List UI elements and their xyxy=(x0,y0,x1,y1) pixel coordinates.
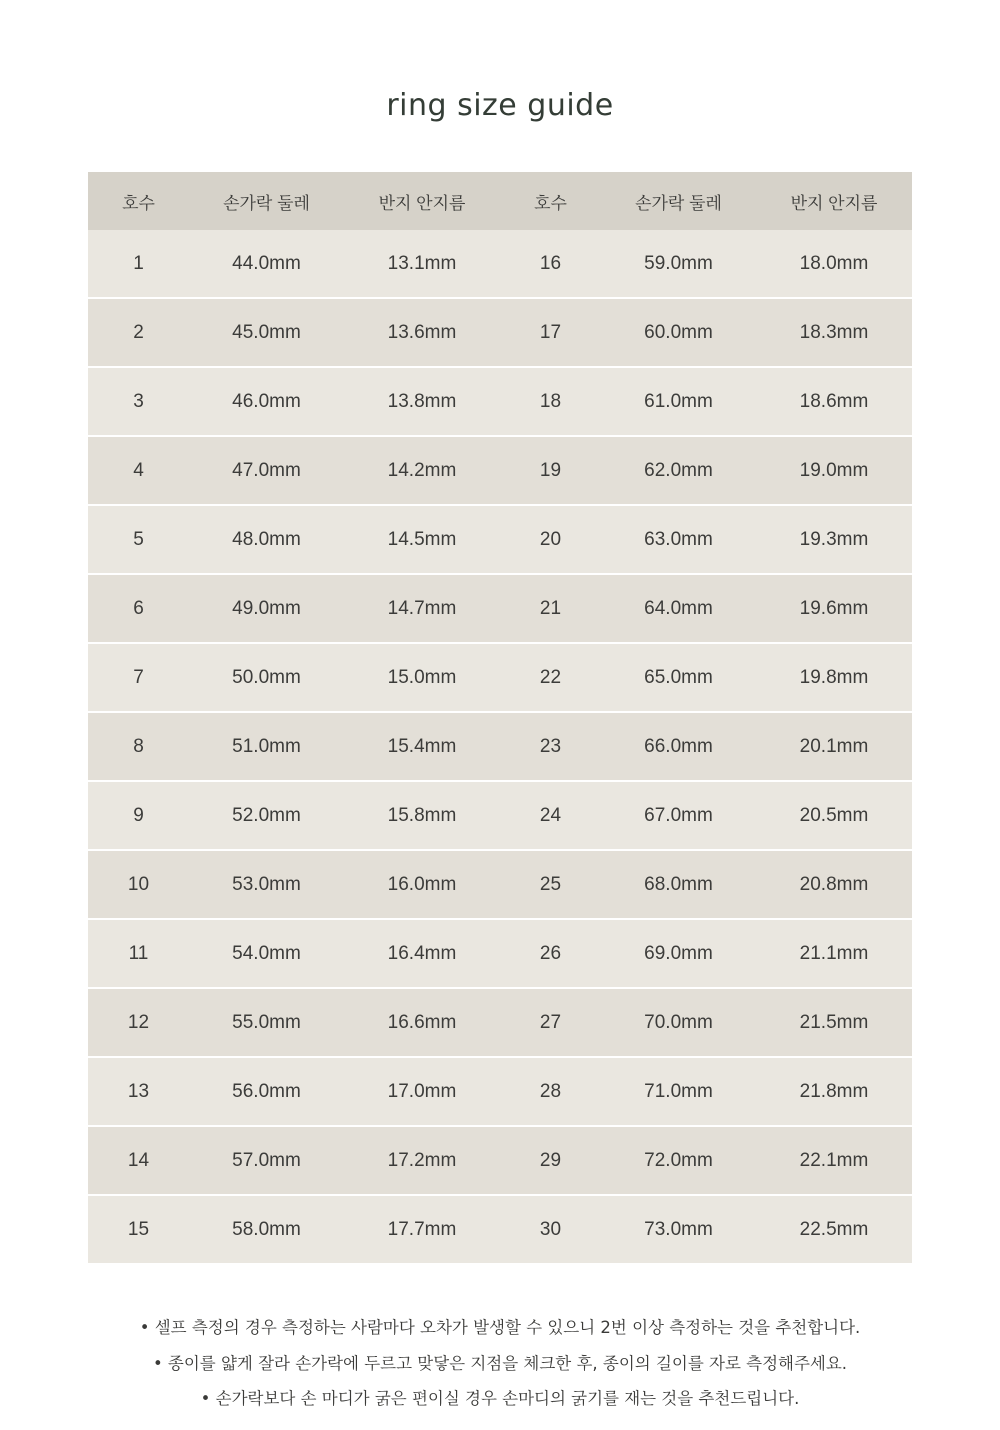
cell-size-left: 13 xyxy=(88,1057,189,1126)
column-header-size-left: 호수 xyxy=(88,172,189,230)
cell-size-right: 16 xyxy=(500,230,601,298)
cell-circumference-left: 50.0mm xyxy=(189,643,344,712)
size-table-container xyxy=(88,172,912,1263)
note-line: • 종이를 얇게 잘라 손가락에 두르고 맞닿은 지점을 체크한 후, 종이의 길이를 자로 측정해주세요. xyxy=(152,1353,848,1373)
cell-circumference-left: 48.0mm xyxy=(189,505,344,574)
table-row xyxy=(88,505,912,574)
ring-size-guide-page xyxy=(0,20,1000,1430)
table-header xyxy=(88,172,912,230)
cell-diameter-right: 22.1mm xyxy=(756,1126,912,1195)
cell-diameter-right: 20.8mm xyxy=(756,850,912,919)
cell-diameter-right: 18.3mm xyxy=(756,298,912,367)
cell-diameter-left: 17.0mm xyxy=(344,1057,500,1126)
cell-circumference-right: 69.0mm xyxy=(601,919,756,988)
cell-circumference-right: 67.0mm xyxy=(601,781,756,850)
cell-size-left: 10 xyxy=(88,850,189,919)
table-row xyxy=(88,574,912,643)
cell-circumference-right: 66.0mm xyxy=(601,712,756,781)
page-title: ring size guide xyxy=(386,88,614,124)
cell-size-left: 12 xyxy=(88,988,189,1057)
cell-circumference-left: 53.0mm xyxy=(189,850,344,919)
cell-size-right: 17 xyxy=(500,298,601,367)
cell-circumference-left: 49.0mm xyxy=(189,574,344,643)
table-row xyxy=(88,919,912,988)
table-row xyxy=(88,1126,912,1195)
cell-size-left: 7 xyxy=(88,643,189,712)
cell-diameter-right: 22.5mm xyxy=(756,1195,912,1263)
table-row xyxy=(88,1195,912,1263)
cell-diameter-left: 13.6mm xyxy=(344,298,500,367)
cell-diameter-right: 19.3mm xyxy=(756,505,912,574)
cell-circumference-left: 45.0mm xyxy=(189,298,344,367)
cell-size-right: 23 xyxy=(500,712,601,781)
cell-diameter-right: 19.0mm xyxy=(756,436,912,505)
cell-diameter-left: 13.8mm xyxy=(344,367,500,436)
cell-circumference-left: 46.0mm xyxy=(189,367,344,436)
cell-diameter-left: 16.4mm xyxy=(344,919,500,988)
column-header-circumference-right: 손가락 둘레 xyxy=(601,172,756,230)
cell-size-right: 27 xyxy=(500,988,601,1057)
cell-size-left: 2 xyxy=(88,298,189,367)
column-header-diameter-right: 반지 안지름 xyxy=(756,172,912,230)
cell-circumference-right: 68.0mm xyxy=(601,850,756,919)
cell-circumference-right: 71.0mm xyxy=(601,1057,756,1126)
table-header-row xyxy=(88,172,912,230)
cell-size-right: 24 xyxy=(500,781,601,850)
cell-diameter-left: 14.2mm xyxy=(344,436,500,505)
cell-circumference-right: 65.0mm xyxy=(601,643,756,712)
cell-circumference-left: 55.0mm xyxy=(189,988,344,1057)
cell-diameter-right: 21.8mm xyxy=(756,1057,912,1126)
cell-size-right: 18 xyxy=(500,367,601,436)
table-row xyxy=(88,988,912,1057)
table-row xyxy=(88,712,912,781)
cell-circumference-right: 60.0mm xyxy=(601,298,756,367)
ring-size-table xyxy=(88,172,912,1263)
cell-circumference-left: 51.0mm xyxy=(189,712,344,781)
cell-size-left: 9 xyxy=(88,781,189,850)
cell-circumference-left: 47.0mm xyxy=(189,436,344,505)
cell-circumference-right: 72.0mm xyxy=(601,1126,756,1195)
cell-circumference-right: 61.0mm xyxy=(601,367,756,436)
cell-diameter-left: 13.1mm xyxy=(344,230,500,298)
cell-circumference-left: 57.0mm xyxy=(189,1126,344,1195)
column-header-circumference-left: 손가락 둘레 xyxy=(189,172,344,230)
table-row xyxy=(88,298,912,367)
cell-circumference-right: 63.0mm xyxy=(601,505,756,574)
cell-size-left: 11 xyxy=(88,919,189,988)
table-row xyxy=(88,230,912,298)
cell-circumference-right: 73.0mm xyxy=(601,1195,756,1263)
cell-size-right: 30 xyxy=(500,1195,601,1263)
column-header-diameter-left: 반지 안지름 xyxy=(344,172,500,230)
cell-diameter-left: 17.2mm xyxy=(344,1126,500,1195)
cell-diameter-right: 21.5mm xyxy=(756,988,912,1057)
cell-circumference-right: 70.0mm xyxy=(601,988,756,1057)
cell-diameter-right: 19.6mm xyxy=(756,574,912,643)
cell-diameter-right: 21.1mm xyxy=(756,919,912,988)
table-row xyxy=(88,643,912,712)
table-row xyxy=(88,781,912,850)
table-row xyxy=(88,436,912,505)
cell-diameter-left: 14.5mm xyxy=(344,505,500,574)
cell-size-right: 29 xyxy=(500,1126,601,1195)
cell-size-left: 6 xyxy=(88,574,189,643)
measurement-notes xyxy=(0,1310,1000,1416)
cell-size-right: 28 xyxy=(500,1057,601,1126)
note-line: • 손가락보다 손 마디가 굵은 편이실 경우 손마디의 굵기를 재는 것을 추천드립니다. xyxy=(200,1389,800,1409)
table-row xyxy=(88,367,912,436)
cell-diameter-right: 19.8mm xyxy=(756,643,912,712)
table-body xyxy=(88,230,912,1263)
cell-diameter-right: 18.6mm xyxy=(756,367,912,436)
cell-diameter-left: 16.0mm xyxy=(344,850,500,919)
cell-size-left: 8 xyxy=(88,712,189,781)
cell-circumference-left: 44.0mm xyxy=(189,230,344,298)
table-row xyxy=(88,850,912,919)
cell-size-left: 4 xyxy=(88,436,189,505)
cell-size-right: 22 xyxy=(500,643,601,712)
cell-size-left: 15 xyxy=(88,1195,189,1263)
cell-circumference-left: 56.0mm xyxy=(189,1057,344,1126)
cell-diameter-left: 15.8mm xyxy=(344,781,500,850)
cell-circumference-right: 62.0mm xyxy=(601,436,756,505)
cell-circumference-left: 52.0mm xyxy=(189,781,344,850)
cell-diameter-right: 18.0mm xyxy=(756,230,912,298)
cell-circumference-right: 59.0mm xyxy=(601,230,756,298)
cell-diameter-left: 15.4mm xyxy=(344,712,500,781)
cell-size-right: 19 xyxy=(500,436,601,505)
cell-diameter-left: 14.7mm xyxy=(344,574,500,643)
cell-size-right: 25 xyxy=(500,850,601,919)
cell-diameter-right: 20.1mm xyxy=(756,712,912,781)
cell-size-right: 21 xyxy=(500,574,601,643)
cell-size-left: 3 xyxy=(88,367,189,436)
cell-circumference-left: 54.0mm xyxy=(189,919,344,988)
cell-size-right: 20 xyxy=(500,505,601,574)
note-line: • 셀프 측정의 경우 측정하는 사람마다 오차가 발생할 수 있으니 2번 이상 측정하는 것을 추천합니다. xyxy=(139,1318,861,1338)
cell-diameter-right: 20.5mm xyxy=(756,781,912,850)
cell-diameter-left: 17.7mm xyxy=(344,1195,500,1263)
column-header-size-right: 호수 xyxy=(500,172,601,230)
cell-size-right: 26 xyxy=(500,919,601,988)
cell-size-left: 5 xyxy=(88,505,189,574)
cell-circumference-right: 64.0mm xyxy=(601,574,756,643)
table-row xyxy=(88,1057,912,1126)
cell-diameter-left: 16.6mm xyxy=(344,988,500,1057)
cell-size-left: 14 xyxy=(88,1126,189,1195)
cell-diameter-left: 15.0mm xyxy=(344,643,500,712)
cell-circumference-left: 58.0mm xyxy=(189,1195,344,1263)
cell-size-left: 1 xyxy=(88,230,189,298)
